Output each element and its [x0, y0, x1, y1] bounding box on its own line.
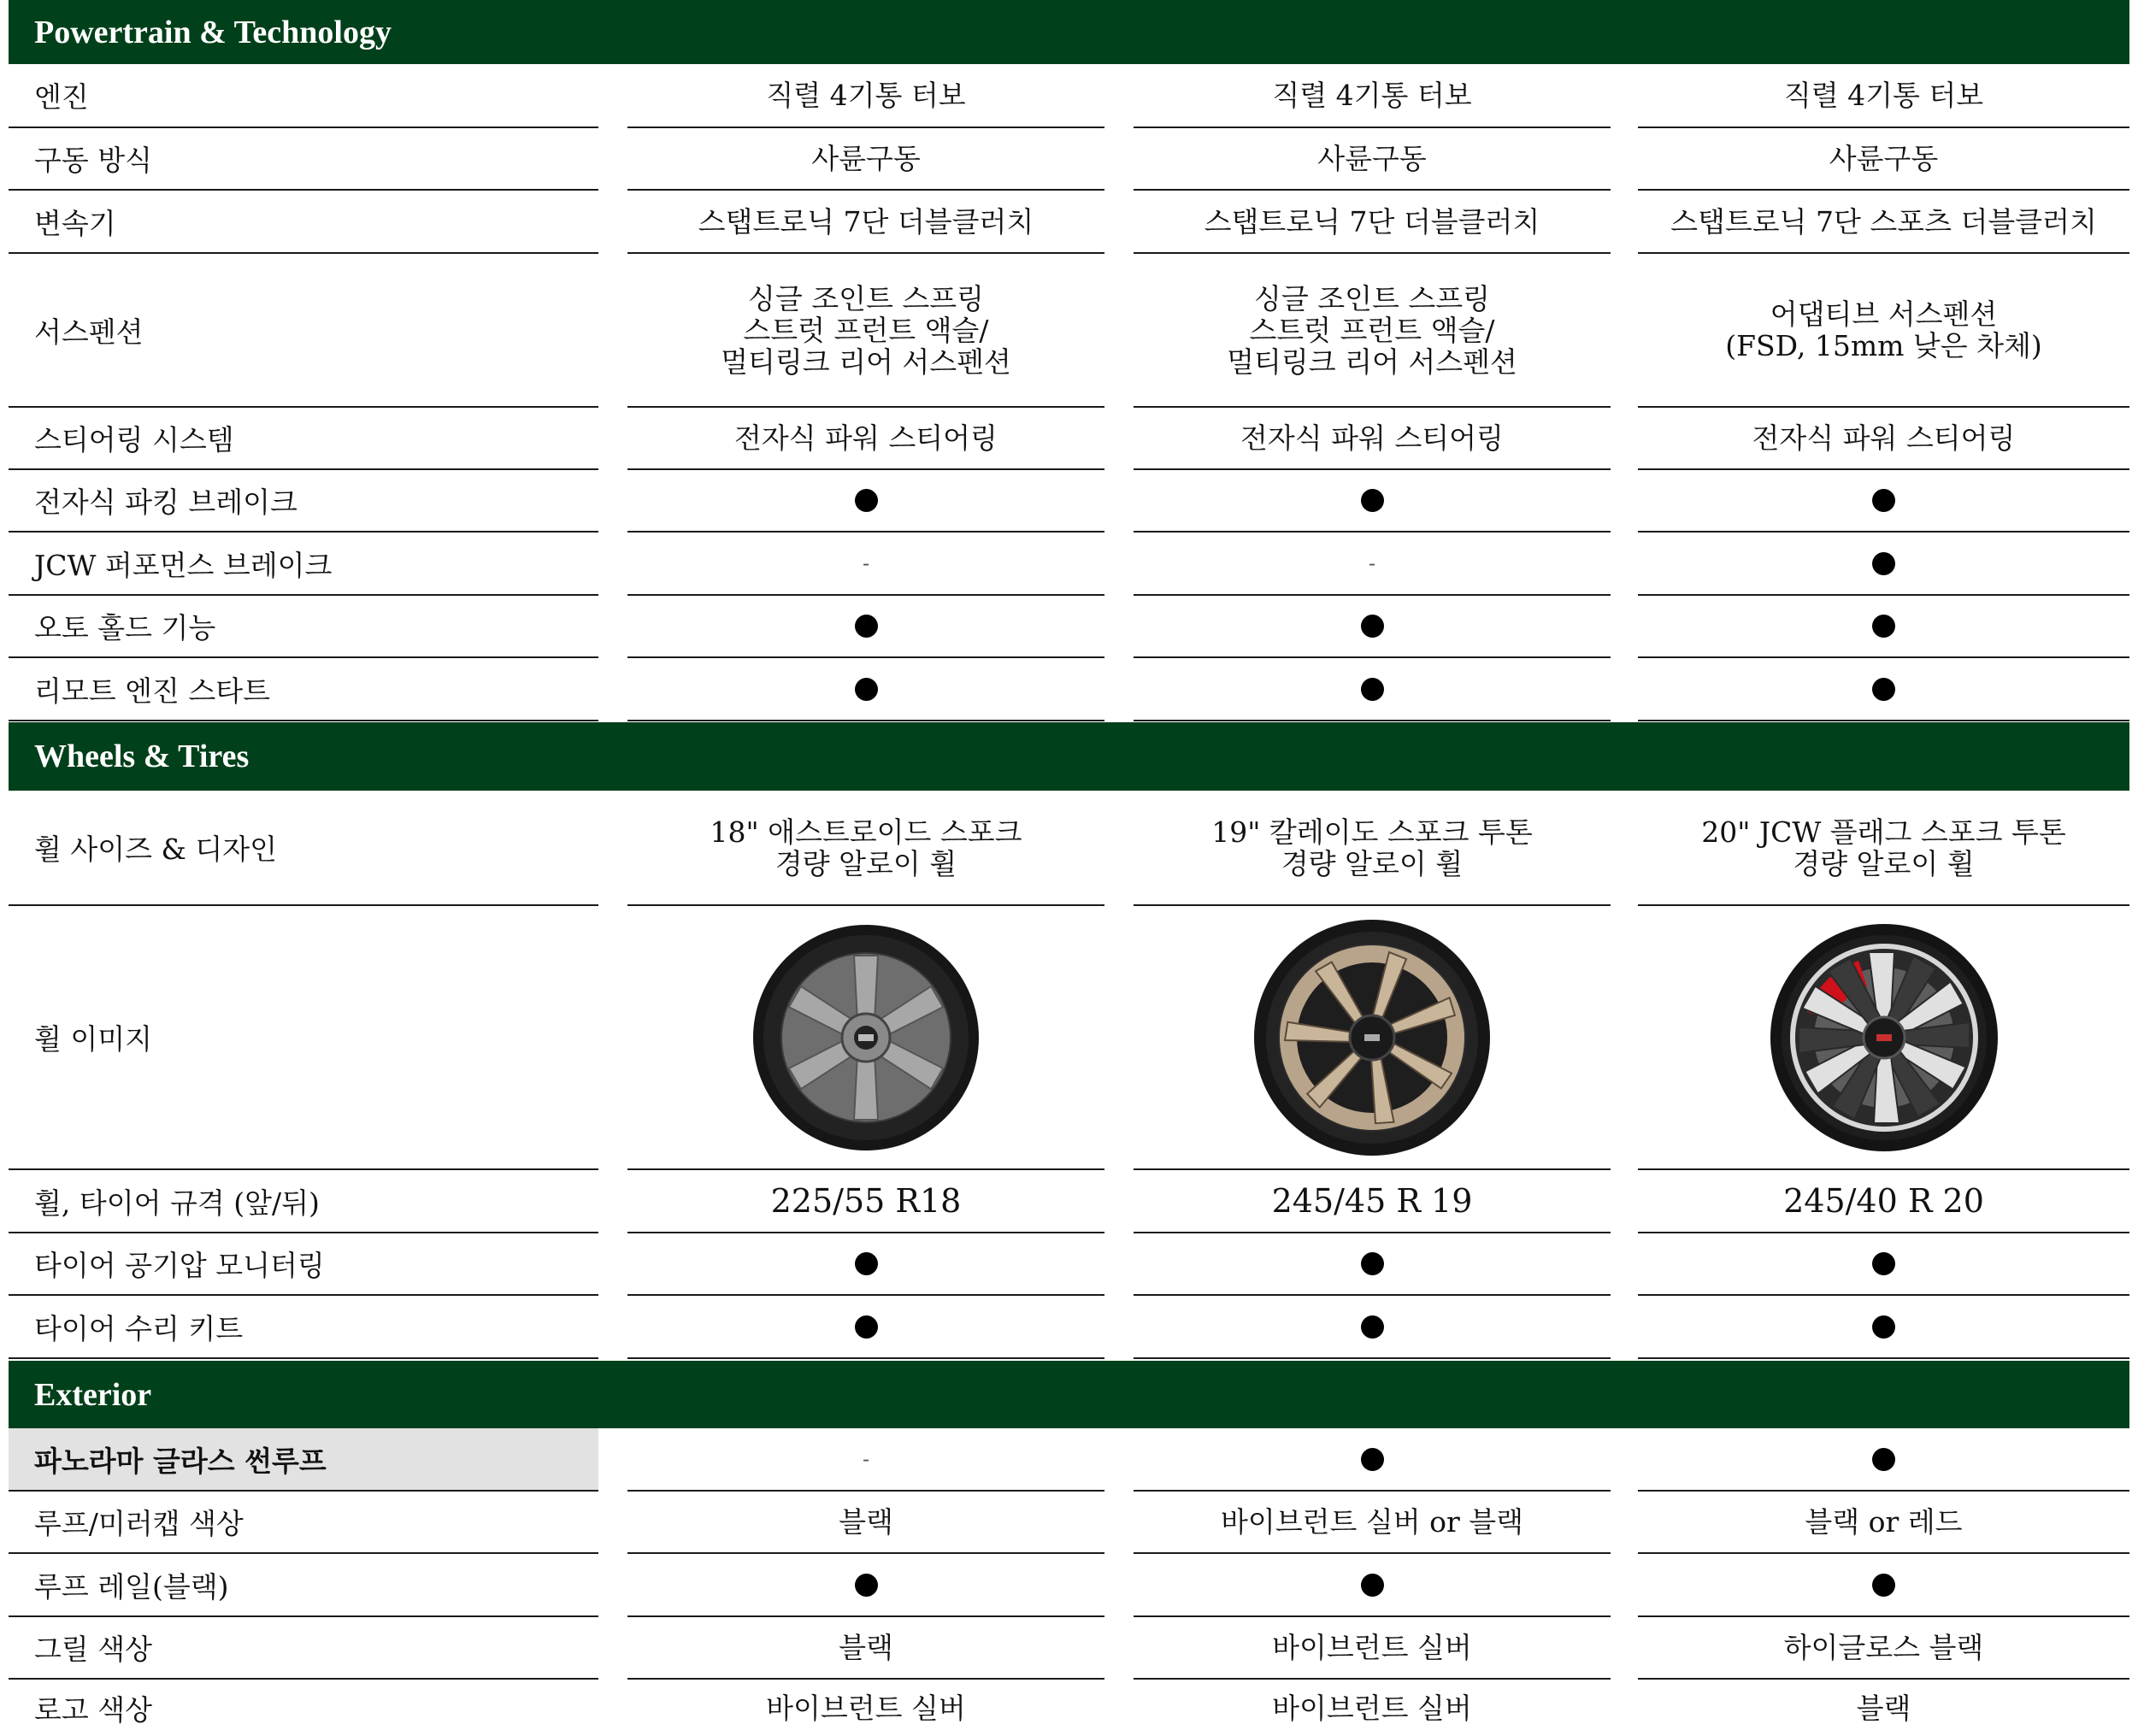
filled-circle-icon	[1872, 1252, 1895, 1275]
section-title: Powertrain & Technology	[34, 14, 392, 50]
value-cell	[627, 1680, 1104, 1736]
wheel-19-kaleido-icon	[1252, 918, 1492, 1157]
value-cell	[627, 1617, 1104, 1680]
value-cell	[1134, 1233, 1611, 1296]
value-cell	[1134, 791, 1611, 906]
value-text: 사륜구동	[1829, 142, 1939, 175]
row-label: 타이어 공기압 모니터링	[9, 1233, 598, 1296]
row-roof-color	[0, 1492, 2138, 1554]
filled-circle-icon	[855, 1315, 878, 1339]
filled-circle-icon	[1872, 678, 1895, 701]
value-text: 스탭트로닉 7단 스포츠 더블클러치	[1670, 204, 2097, 238]
value-cell	[627, 1296, 1104, 1359]
value-cell	[1638, 1233, 2129, 1296]
value-cell	[1638, 1492, 2129, 1554]
row-label: 루프 레일(블랙)	[9, 1554, 598, 1617]
row-remote-start	[0, 658, 2138, 721]
row-logo-color	[0, 1680, 2138, 1736]
row-label: 타이어 수리 키트	[9, 1296, 598, 1359]
value-cell	[1638, 408, 2129, 470]
value-text: 사륜구동	[811, 142, 921, 175]
value-text: 바이브런트 실버	[1272, 1691, 1472, 1725]
filled-circle-icon	[1361, 1448, 1384, 1471]
value-cell	[1134, 128, 1611, 191]
row-repair-kit	[0, 1296, 2138, 1359]
section-title: Exterior	[34, 1376, 152, 1413]
value-cell	[1638, 254, 2129, 408]
row-label: 오토 홀드 기능	[9, 596, 598, 658]
section-title: Wheels & Tires	[34, 739, 250, 774]
row-label: 휠 이미지	[9, 906, 598, 1170]
value-text: 싱글 조인트 스프링 스트럿 프런트 액슬/ 멀티링크 리어 서스펜션	[1227, 281, 1517, 379]
value-text: 어댑티브 서스펜션 (FSD, 15mm 낮은 차체)	[1725, 297, 2042, 362]
filled-circle-icon	[1872, 1315, 1895, 1339]
value-cell	[1134, 191, 1611, 254]
value-cell	[1638, 533, 2129, 596]
row-wheel-design	[0, 791, 2138, 906]
value-text: 사륜구동	[1317, 142, 1427, 175]
value-text: 바이브런트 실버 or 블랙	[1220, 1505, 1523, 1539]
value-text: 스탭트로닉 7단 더블클러치	[698, 204, 1034, 238]
value-cell	[1134, 254, 1611, 408]
value-cell	[627, 191, 1104, 254]
value-cell	[1638, 1296, 2129, 1359]
filled-circle-icon	[1872, 615, 1895, 638]
value-text: 245/40 R 20	[1783, 1181, 1984, 1220]
row-parking-brake	[0, 470, 2138, 533]
value-cell	[1134, 906, 1611, 1170]
row-tire-spec	[0, 1170, 2138, 1233]
dash-icon: -	[862, 1446, 870, 1471]
filled-circle-icon	[1361, 615, 1384, 638]
wheel-18-astroid-icon	[751, 922, 981, 1153]
filled-circle-icon	[1872, 1448, 1895, 1471]
filled-circle-icon	[1361, 1252, 1384, 1275]
wheel-20-jcw-flag-icon	[1769, 922, 2000, 1153]
value-text: 바이브런트 실버	[1272, 1631, 1472, 1664]
row-label: 전자식 파킹 브레이크	[9, 470, 598, 533]
row-label: JCW 퍼포먼스 브레이크	[9, 533, 598, 596]
value-cell	[1638, 191, 2129, 254]
row-steering	[0, 408, 2138, 470]
value-cell	[627, 128, 1104, 191]
value-cell	[1134, 408, 1611, 470]
row-drive	[0, 128, 2138, 191]
value-cell	[1638, 470, 2129, 533]
filled-circle-icon	[1872, 489, 1895, 512]
value-cell	[1638, 128, 2129, 191]
row-roof-rail	[0, 1554, 2138, 1617]
value-text: 블랙	[839, 1505, 893, 1539]
value-cell	[1134, 1428, 1611, 1492]
value-text: 225/55 R18	[770, 1181, 962, 1220]
value-cell	[1638, 1617, 2129, 1680]
row-suspension	[0, 254, 2138, 408]
dash-icon: -	[862, 550, 870, 575]
filled-circle-icon	[1361, 1315, 1384, 1339]
value-cell	[627, 791, 1104, 906]
row-engine	[0, 64, 2138, 128]
row-label: 서스펜션	[9, 254, 598, 408]
value-cell	[627, 64, 1104, 128]
value-text: 20" JCW 플래그 스포크 투톤 경량 알로이 휠	[1701, 815, 2066, 880]
value-cell	[627, 1428, 1104, 1492]
value-cell	[627, 254, 1104, 408]
section-header-wheels	[9, 722, 2129, 791]
dash-icon: -	[1368, 550, 1376, 575]
value-cell	[1134, 1617, 1611, 1680]
value-cell	[627, 1492, 1104, 1554]
value-cell	[627, 533, 1104, 596]
value-text: 하이글로스 블랙	[1783, 1631, 1984, 1664]
value-text: 블랙	[1856, 1691, 1911, 1725]
value-text: 전자식 파워 스티어링	[734, 421, 998, 455]
row-label: 로고 색상	[34, 1692, 153, 1727]
value-cell	[627, 470, 1104, 533]
value-cell	[627, 658, 1104, 721]
filled-circle-icon	[855, 1252, 878, 1275]
value-text: 직렬 4기통 터보	[1272, 79, 1472, 112]
row-label: 휠 사이즈 & 디자인	[9, 791, 598, 906]
row-label: 휠, 타이어 규격 (앞/뒤)	[9, 1170, 598, 1233]
value-cell	[627, 1554, 1104, 1617]
value-cell	[627, 1233, 1104, 1296]
value-cell	[1638, 1554, 2129, 1617]
value-cell	[1134, 64, 1611, 128]
filled-circle-icon	[1872, 552, 1895, 575]
row-tpms	[0, 1233, 2138, 1296]
value-text: 스탭트로닉 7단 더블클러치	[1204, 204, 1540, 238]
section-header-exterior	[9, 1361, 2129, 1428]
row-wheel-image	[0, 906, 2138, 1170]
value-text: 전자식 파워 스티어링	[1240, 421, 1504, 455]
row-transmission	[0, 191, 2138, 254]
value-text: 전자식 파워 스티어링	[1752, 421, 2016, 455]
value-cell	[627, 408, 1104, 470]
row-sunroof	[0, 1428, 2138, 1492]
filled-circle-icon	[1361, 1574, 1384, 1597]
row-label: 변속기	[9, 191, 598, 254]
filled-circle-icon	[1361, 678, 1384, 701]
value-text: 245/45 R 19	[1271, 1181, 1473, 1220]
row-label: 스티어링 시스템	[9, 408, 598, 470]
value-text: 블랙	[839, 1631, 893, 1664]
row-label: 루프/미러캡 색상	[9, 1492, 598, 1554]
value-cell	[627, 1170, 1104, 1233]
value-cell	[1134, 1296, 1611, 1359]
row-label: 파노라마 글라스 썬루프	[9, 1428, 598, 1492]
filled-circle-icon	[1872, 1574, 1895, 1597]
value-text: 직렬 4기통 터보	[766, 79, 966, 112]
value-cell	[1134, 533, 1611, 596]
row-label: 구동 방식	[9, 128, 598, 191]
value-cell	[627, 906, 1104, 1170]
value-text: 블랙 or 레드	[1805, 1505, 1963, 1539]
filled-circle-icon	[855, 489, 878, 512]
value-cell	[1134, 470, 1611, 533]
value-cell	[1638, 596, 2129, 658]
section-header-powertrain	[9, 0, 2129, 64]
value-cell	[1638, 64, 2129, 128]
row-label: 엔진	[9, 64, 598, 128]
row-label: 그릴 색상	[9, 1617, 598, 1680]
value-cell	[627, 596, 1104, 658]
row-jcw-brake	[0, 533, 2138, 596]
value-cell	[1638, 1170, 2129, 1233]
value-cell	[1134, 1492, 1611, 1554]
value-cell	[1134, 596, 1611, 658]
value-cell	[1134, 1680, 1611, 1736]
filled-circle-icon	[855, 1574, 878, 1597]
value-cell	[1638, 1428, 2129, 1492]
row-label: 리모트 엔진 스타트	[9, 658, 598, 721]
filled-circle-icon	[855, 615, 878, 638]
value-cell	[1638, 658, 2129, 721]
value-cell	[1134, 658, 1611, 721]
value-cell	[1638, 791, 2129, 906]
value-cell	[1134, 1170, 1611, 1233]
row-grille-color	[0, 1617, 2138, 1680]
value-text: 직렬 4기통 터보	[1783, 79, 1984, 112]
row-auto-hold	[0, 596, 2138, 658]
value-text: 19" 칼레이도 스포크 투톤 경량 알로이 휠	[1211, 815, 1533, 880]
value-cell	[1638, 906, 2129, 1170]
value-text: 18" 애스트로이드 스포크 경량 알로이 휠	[710, 815, 1022, 880]
value-text: 싱글 조인트 스프링 스트럿 프런트 액슬/ 멀티링크 리어 서스펜션	[721, 281, 1011, 379]
filled-circle-icon	[1361, 489, 1384, 512]
filled-circle-icon	[855, 678, 878, 701]
value-text: 바이브런트 실버	[766, 1691, 966, 1725]
value-cell	[1638, 1680, 2129, 1736]
value-cell	[1134, 1554, 1611, 1617]
